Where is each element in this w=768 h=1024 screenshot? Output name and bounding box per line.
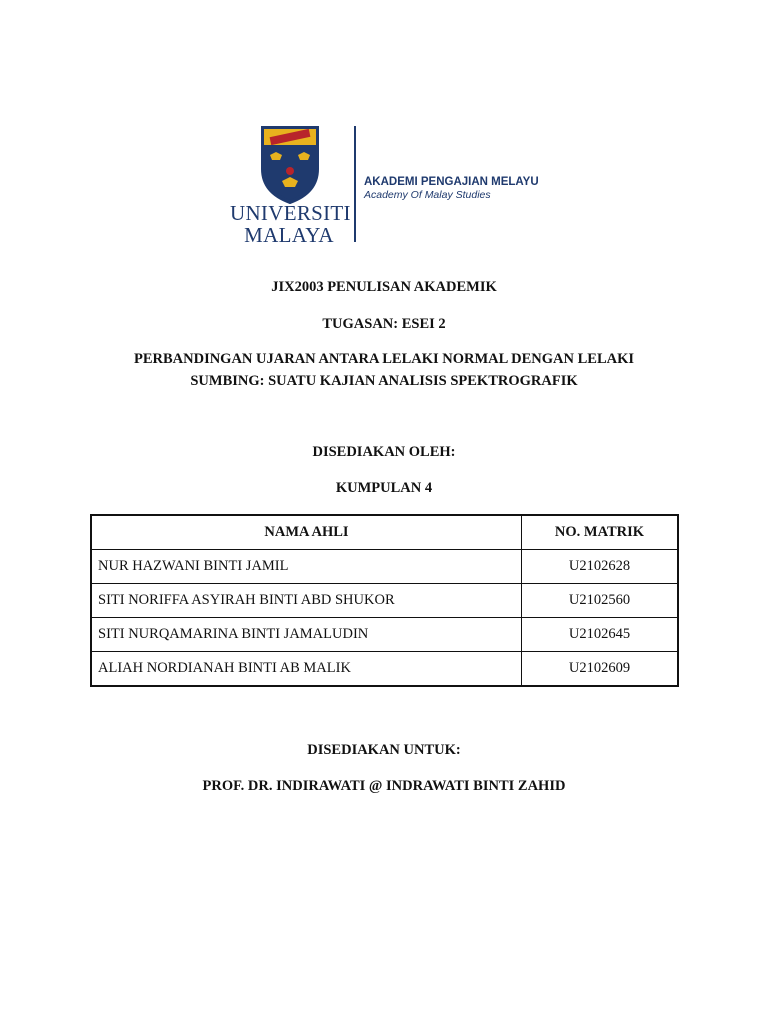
- lecturer-name: PROF. DR. INDIRAWATI @ INDRAWATI BINTI ZAHID: [202, 778, 566, 794]
- member-matric: U2102609: [522, 652, 679, 687]
- assignment-title: TUGASAN: ESEI 2: [322, 316, 446, 332]
- group-name: KUMPULAN 4: [335, 480, 433, 496]
- university-logo: [230, 110, 540, 250]
- university-name-line1: UNIVERSITI: [230, 201, 351, 225]
- university-shield-icon: [260, 125, 320, 205]
- member-name: ALIAH NORDIANAH BINTI AB MALIK: [91, 652, 522, 687]
- academy-name-english: Academy Of Malay Studies: [364, 189, 491, 201]
- prepared-by-label: DISEDIAKAN OLEH:: [312, 444, 456, 460]
- course-title: JIX2003 PENULISAN AKADEMIK: [271, 279, 497, 295]
- table-row: [91, 652, 678, 687]
- table-row: [91, 584, 678, 618]
- university-name: [230, 201, 351, 247]
- essay-title-line-2: SUMBING: SUATU KAJIAN ANALISIS SPEKTROGRAFIK: [190, 373, 578, 389]
- academy-name-malay: AKADEMI PENGAJIAN MELAYU: [364, 176, 539, 188]
- table-row: [91, 550, 678, 584]
- column-header-name: NAMA AHLI: [91, 515, 522, 550]
- member-name: SITI NURQAMARINA BINTI JAMALUDIN: [91, 618, 522, 652]
- member-name: SITI NORIFFA ASYIRAH BINTI ABD SHUKOR: [91, 584, 522, 618]
- table-row: [91, 618, 678, 652]
- logo-divider: [354, 126, 356, 242]
- prepared-for-label: DISEDIAKAN UNTUK:: [307, 742, 461, 758]
- table-header-row: [91, 515, 678, 550]
- column-header-matric: NO. MATRIK: [522, 515, 679, 550]
- member-matric: U2102560: [522, 584, 679, 618]
- member-name: NUR HAZWANI BINTI JAMIL: [91, 550, 522, 584]
- academy-name: [364, 176, 544, 201]
- member-matric: U2102628: [522, 550, 679, 584]
- essay-title-line-1: PERBANDINGAN UJARAN ANTARA LELAKI NORMAL DENGAN LELAKI: [133, 351, 635, 367]
- member-matric: U2102645: [522, 618, 679, 652]
- university-name-line2: MALAYA: [244, 223, 334, 247]
- members-table: [90, 514, 679, 687]
